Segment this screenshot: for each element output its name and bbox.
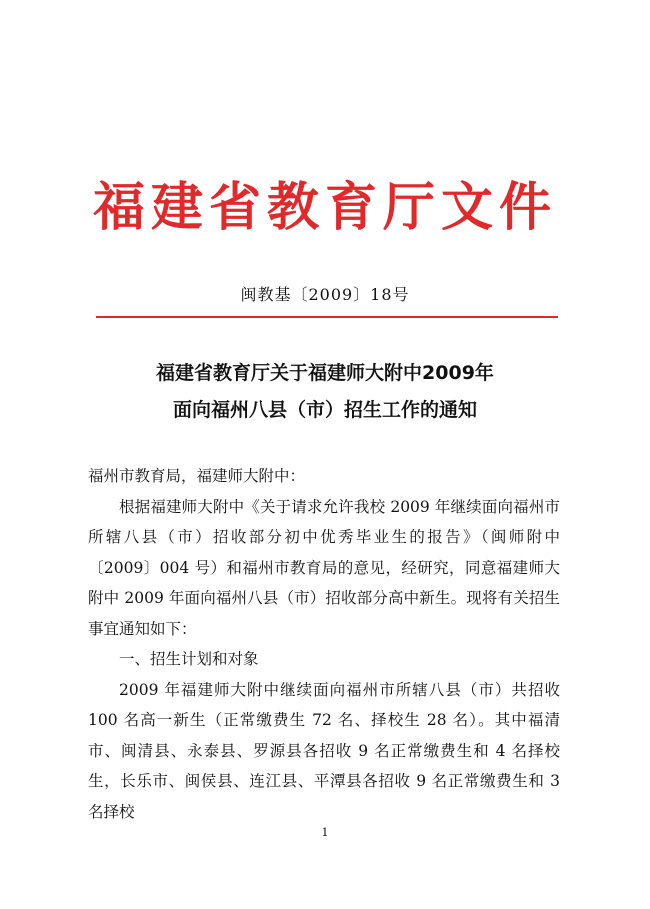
section-1-heading: 一、招生计划和对象	[119, 650, 259, 668]
page-number: 1	[321, 826, 329, 839]
salutation: 福州市教育局，福建师大附中：	[88, 467, 306, 485]
paragraph-1: 根据福建师大附中《关于请求允许我校 2009 年继续面向福州市所辖八县（市）招收部分初中优秀毕业生的报告》（闽师附中〔2009〕004 号）和福州市教育局的意见，经研究，同意福建师大附中 2009 年面向福州八县（市）招收部分高中新生。现将有关招生事宜通知如下：	[88, 497, 560, 638]
notice-title-line-2: 面向福州八县（市）招生工作的通知	[172, 399, 477, 421]
paragraph-2: 2009 年福建师大附中继续面向福州市所辖八县（市）共招收 100 名高一新生（正常缴费生 72 名、择校生 28 名）。其中福清市、闽清县、永泰县、罗源县各招收 9 名正常缴费生和 4 名择校生，长乐市、闽侯县、连江县、平潭县各招收 9 名正常缴费生和 3 名择校	[88, 680, 560, 821]
notice-body	[88, 461, 560, 827]
red-divider-rule	[96, 316, 558, 318]
notice-title-line-1: 福建省教育厅关于福建师大附中2009年	[156, 362, 494, 384]
document-number: 闽教基〔2009〕18号	[240, 285, 410, 304]
masthead-title: 福建省教育厅文件	[92, 177, 557, 238]
